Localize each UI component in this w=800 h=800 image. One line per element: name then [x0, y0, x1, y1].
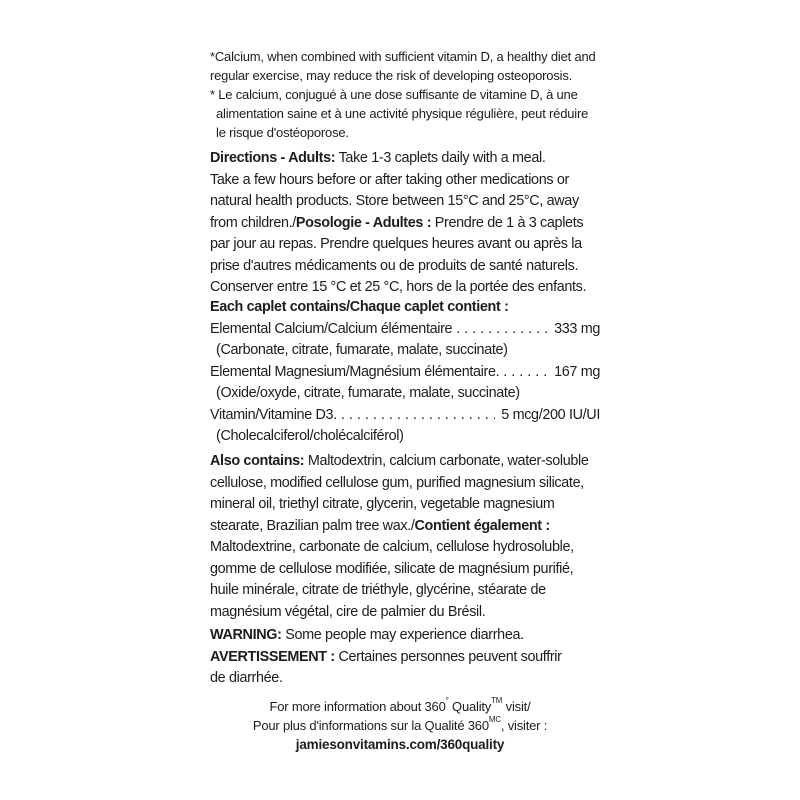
footer-text: For more information about 360 — [269, 699, 446, 714]
also-contains-text: cellulose, modified cellulose gum, purified magnesium silicate, — [210, 474, 584, 491]
warning-text: de diarrhée. — [210, 670, 283, 686]
directions-text: Prendre de 1 à 3 caplets — [431, 214, 584, 231]
also-contains-text: Maltodextrine, carbonate de calcium, cellulose hydrosoluble, — [210, 539, 574, 555]
ingredient-amount: 333 mg — [554, 320, 600, 337]
footer-text: Quality — [448, 699, 492, 714]
non-medicinal-ingredients-section — [210, 451, 610, 623]
also-contains-text: Maltodextrin, calcium carbonate, water-soluble — [304, 453, 589, 469]
degree-mark: ° — [445, 696, 449, 705]
claim-en-line: regular exercise, may reduce the risk of developing osteoporosis. — [210, 68, 573, 83]
warning-section — [210, 625, 610, 690]
warning-text: Certaines personnes peuvent souffrir — [334, 648, 562, 665]
dot-leader — [337, 405, 495, 427]
dot-leader — [452, 319, 548, 341]
directions-text: prise d'autres médicaments ou de produits de santé naturels. — [210, 257, 579, 274]
footer-text: , visiter : — [500, 718, 548, 733]
contient-heading: Contient également : — [414, 517, 550, 534]
claim-en-line: *Calcium, when combined with sufficient vitamin D, a healthy diet and — [210, 49, 596, 64]
dot-leader — [499, 362, 548, 384]
ingredient-sources: (Cholecalciferol/cholécalciférol) — [216, 428, 404, 444]
posologie-heading: Posologie - Adultes : — [295, 214, 432, 231]
footer-text: Pour plus d'informations sur la Qualité 360 — [252, 718, 489, 733]
ingredient-row — [210, 319, 600, 341]
website-url: jamiesonvitamins.com/360quality — [295, 737, 505, 752]
ingredient-sources: (Carbonate, citrate, fumarate, malate, succinate) — [216, 342, 508, 358]
directions-heading: Directions - Adults: — [210, 150, 336, 166]
directions-text: natural health products. Store between 15°C and 25°C, away — [210, 193, 579, 209]
also-contains-text: stearate, Brazilian palm tree wax./ — [210, 517, 415, 534]
directions-text: Conserver entre 15 °C et 25 °C, hors de la portée des enfants. — [210, 279, 587, 295]
warning-heading: WARNING: — [210, 627, 282, 643]
avertissement-heading: AVERTISSEMENT : — [210, 648, 335, 665]
claim-fr-line: le risque d'ostéoporose. — [216, 125, 349, 140]
ingredient-name: Elemental Magnesium/Magnésium élémentaire. — [210, 363, 500, 380]
osteoporosis-claim — [210, 47, 610, 142]
claim-fr-line: * Le calcium, conjugué à une dose suffisante de vitamine D, à une — [210, 87, 578, 102]
directions-section — [210, 148, 610, 299]
footer-text: visit/ — [502, 699, 531, 714]
ingredient-row — [210, 405, 600, 427]
directions-text: Take 1-3 caplets daily with a meal. — [335, 150, 546, 166]
ingredient-amount: 167 mg — [554, 363, 600, 380]
also-contains-text: magnésium végétal, cire de palmier du Brésil. — [210, 603, 486, 620]
also-contains-text: gomme de cellulose modifiée, silicate de magnésium purifié, — [210, 560, 574, 577]
claim-fr-line: alimentation saine et à une activité physique régulière, peut réduire — [216, 106, 589, 121]
also-contains-text: huile minérale, citrate de triéthyle, glycérine, stéarate de — [210, 582, 546, 598]
ingredients-heading: Each caplet contains/Chaque caplet contient : — [210, 299, 509, 315]
ingredient-sources: (Oxide/oxyde, citrate, fumarate, malate, succinate) — [216, 385, 520, 401]
warning-text: Some people may experience diarrhea. — [281, 627, 524, 643]
medicinal-ingredients-section — [210, 297, 610, 448]
ingredient-row — [210, 362, 600, 384]
directions-text: par jour au repas. Prendre quelques heures avant ou après la — [210, 236, 582, 252]
directions-text: from children./ — [210, 214, 296, 231]
quality-footer — [200, 697, 600, 754]
trademark-mark: TM — [491, 696, 503, 705]
also-contains-heading: Also contains: — [210, 453, 305, 469]
directions-text: Take a few hours before or after taking other medications or — [210, 171, 569, 188]
ingredient-amount: 5 mcg/200 IU/UI — [501, 406, 600, 423]
ingredient-name: Vitamin/Vitamine D3. — [210, 406, 337, 423]
also-contains-text: mineral oil, triethyl citrate, glycerin, vegetable magnesium — [210, 496, 555, 512]
ingredient-name: Elemental Calcium/Calcium élémentaire — [210, 320, 453, 337]
trademark-mark: MC — [488, 715, 501, 724]
